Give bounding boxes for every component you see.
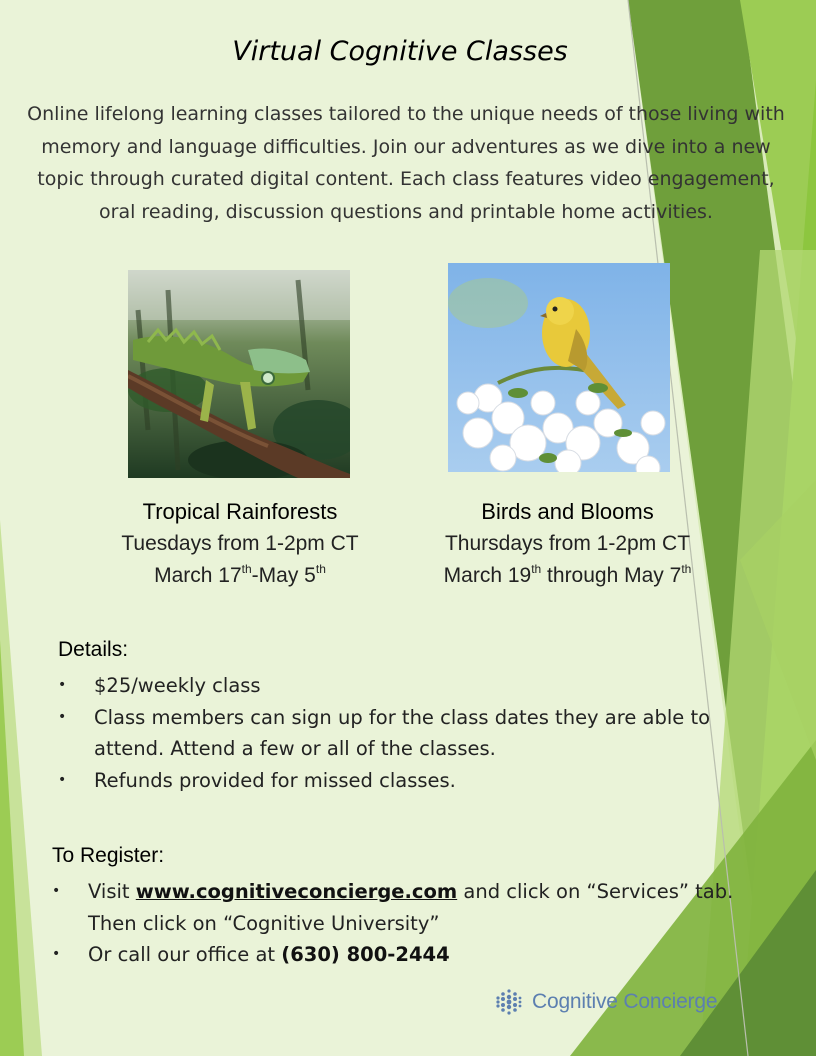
class-dates: March 17th-May 5th bbox=[154, 562, 326, 587]
list-item: • Class members can sign up for the class dates they are able to attend. Attend a few or all of the classes. bbox=[58, 702, 763, 765]
bullet-icon: • bbox=[52, 883, 61, 899]
details-heading: Details: bbox=[58, 638, 129, 661]
bullet-icon: • bbox=[52, 946, 61, 962]
class-rainforests bbox=[90, 496, 390, 592]
details-list bbox=[58, 670, 763, 796]
bird-photo bbox=[448, 263, 670, 472]
register-heading: To Register: bbox=[52, 844, 165, 867]
class-birds-blooms bbox=[405, 496, 730, 592]
company-logo bbox=[494, 988, 717, 1016]
class-schedule: Thursdays from 1-2pm CT bbox=[444, 532, 691, 555]
intro-paragraph: Online lifelong learning classes tailored to the unique needs of those living with memory and language difficulties. Join our adventures as we dive into a new topic through curated digital content. Each class features video engagement, oral reading, discussion questions and printable home activities. bbox=[27, 103, 785, 223]
class-dates: March 19th through May 7th bbox=[443, 562, 692, 587]
list-item: • $25/weekly class bbox=[58, 670, 763, 702]
logo-dots-icon bbox=[494, 988, 522, 1016]
list-item: • Visit www.cognitiveconcierge.com and click on “Services” tab. Then click on “Cognitive University” bbox=[52, 876, 752, 939]
bullet-icon: • bbox=[58, 771, 67, 788]
page-title: Virtual Cognitive Classes bbox=[232, 36, 568, 67]
logo-text: Cognitive Concierge bbox=[532, 990, 718, 1013]
class-schedule: Tuesdays from 1-2pm CT bbox=[121, 532, 359, 555]
list-item: • Or call our office at (630) 800-2444 bbox=[52, 939, 752, 971]
phone-number: (630) 800-2444 bbox=[281, 943, 450, 966]
iguana-photo bbox=[128, 270, 350, 478]
class-title: Birds and Blooms bbox=[481, 499, 654, 524]
bullet-icon: • bbox=[58, 708, 67, 725]
list-item: • Refunds provided for missed classes. bbox=[58, 765, 763, 797]
website-link[interactable]: www.cognitiveconcierge.com bbox=[135, 880, 458, 903]
bullet-icon: • bbox=[58, 677, 67, 693]
register-list bbox=[52, 876, 752, 971]
class-title: Tropical Rainforests bbox=[142, 499, 338, 524]
